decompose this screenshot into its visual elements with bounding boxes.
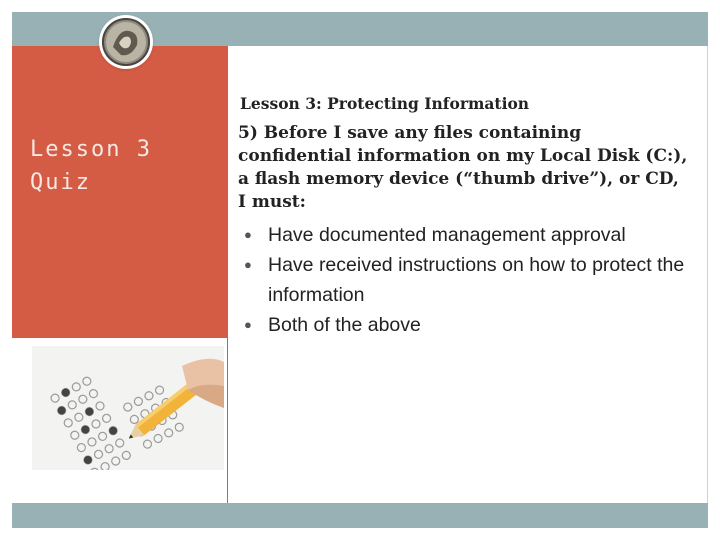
answer-item [240,310,700,340]
answer-item [240,220,700,250]
bottom-band [12,503,708,528]
answer-list [240,220,700,340]
answer-sheet-with-pencil-icon [32,346,224,470]
answer-item [240,250,700,310]
answer-text: Have received instructions on how to protect the information [268,254,685,306]
lesson-heading: Lesson 3: Protecting Information [240,94,530,113]
bullet-icon: ● [244,227,252,242]
round-seal-logo-icon [101,17,151,67]
bullet-icon: ● [244,257,252,272]
quiz-title: Lesson 3 Quiz [30,137,152,195]
question-text: 5) Before I save any files containing confidential information on my Local Disk (C:), a flash memory device (“thumb drive”), or CD, I must: [238,123,688,212]
bullet-icon: ● [244,317,252,332]
answer-text: Have documented management approval [268,224,626,246]
answer-text: Both of the above [268,314,421,336]
